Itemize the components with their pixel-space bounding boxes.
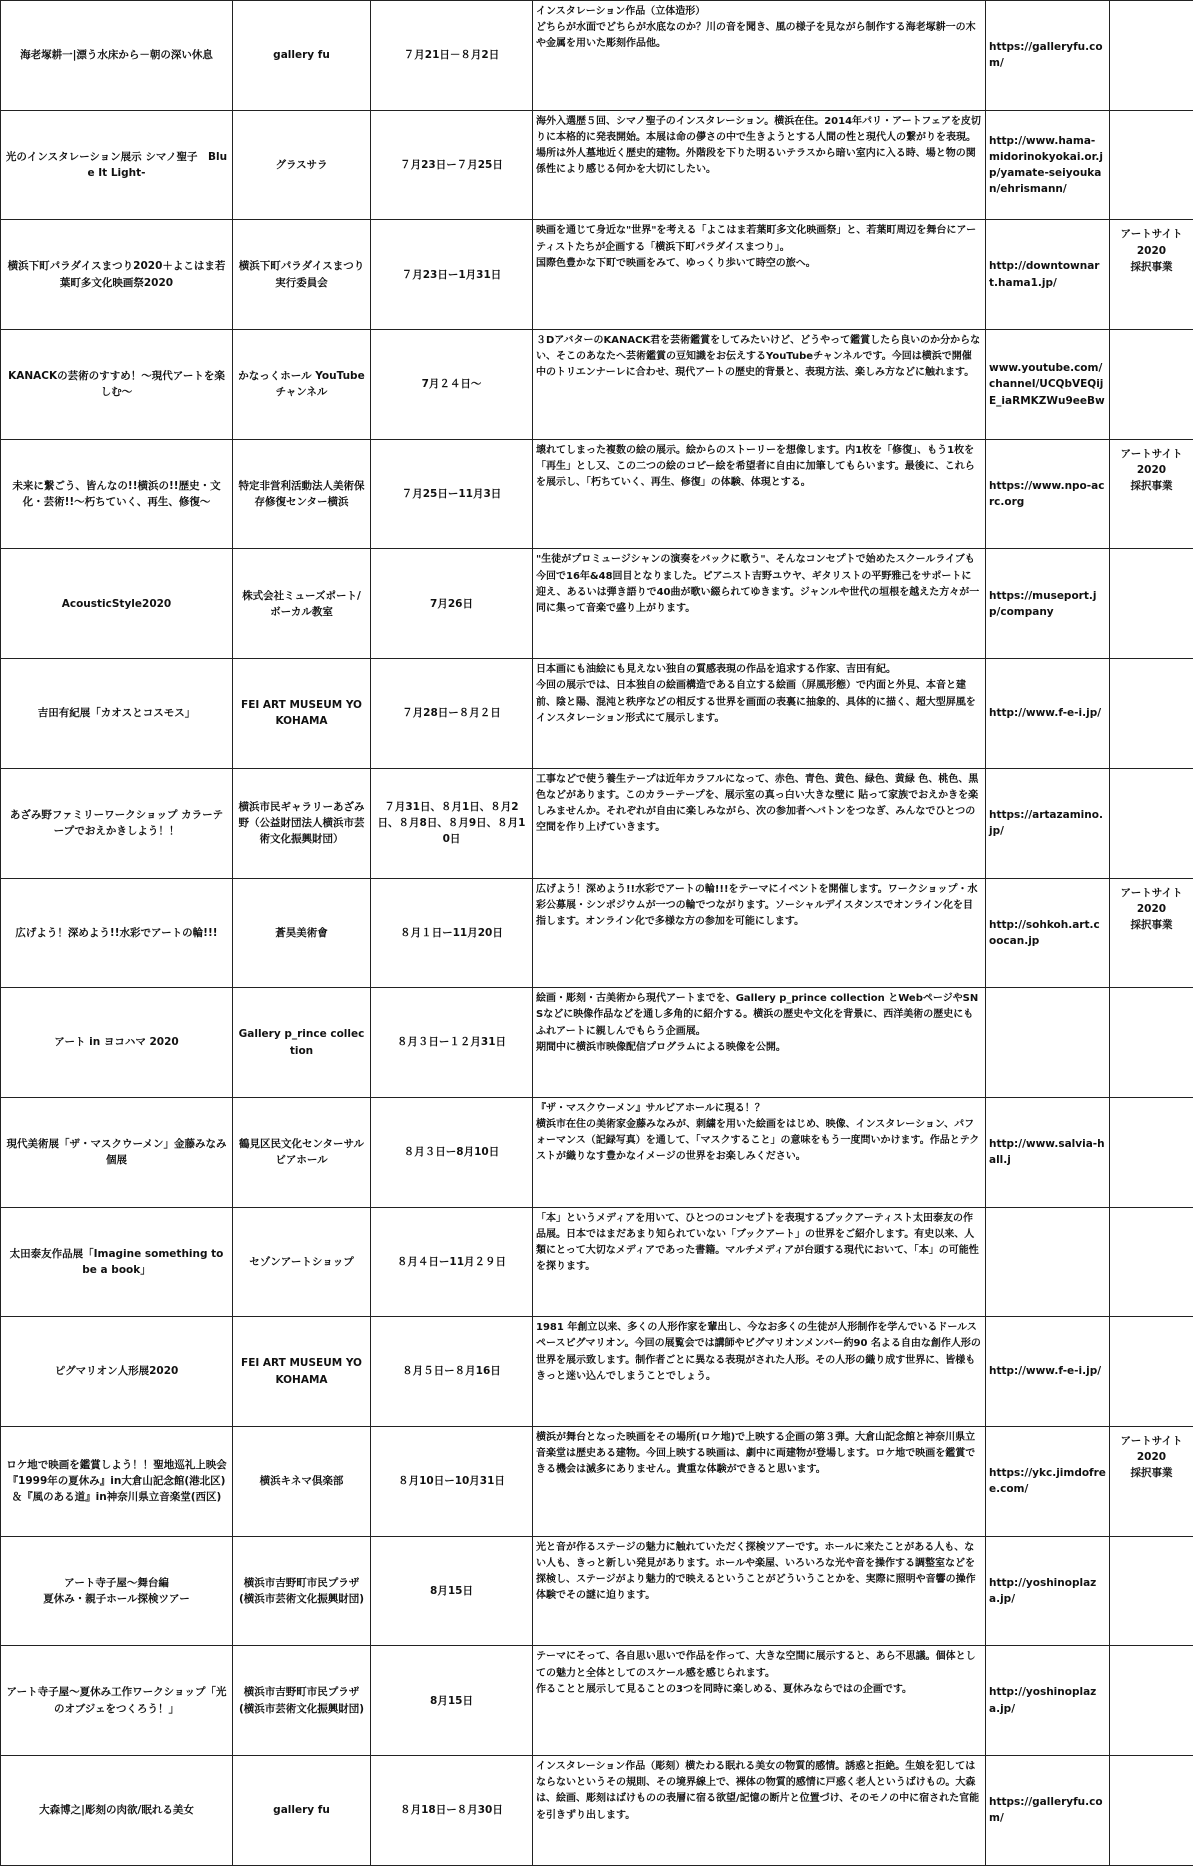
url-cell (986, 988, 1110, 1098)
date-cell: 8月15日 (371, 1536, 533, 1646)
description-cell: 横浜が舞台となった映画をその場所(ロケ地)で上映する企画の第３弾。大倉山記念館と神奈川県立音楽堂は歴史ある建物。今回上映する映画は、劇中に両建物が登場します。ロケ地で映画を鑑賞できる機会は滅多にありません。貴重な体験ができると思います。 (533, 1426, 986, 1536)
note-cell (1110, 549, 1193, 659)
note-cell: アートサイト 2020 採択事業 (1110, 878, 1193, 988)
url-cell (986, 1207, 1110, 1317)
url-cell: www.youtube.com/channel/UCQbVEQijE_iaRMKZWu9eeBw (986, 330, 1110, 440)
venue-cell: 特定非営利活動法人美術保存修復センター横浜 (233, 439, 371, 549)
description-cell: 映画を通じて身近な"世界"を考える「よこはま若葉町多文化映画祭」と、若葉町周辺を舞台にアーティストたちが企画する「横浜下町パラダイスまつり」。 国際色豊かな下町で映画をみて、ゆっくり歩いて時空の旅へ。 (533, 220, 986, 330)
venue-cell: 横浜市吉野町市民プラザ(横浜市芸術文化振興財団) (233, 1536, 371, 1646)
url-cell: https://artazamino.jp/ (986, 768, 1110, 878)
note-cell (1110, 768, 1193, 878)
note-cell: アートサイト 2020 採択事業 (1110, 439, 1193, 549)
url-cell: http://www.f-e-i.jp/ (986, 659, 1110, 769)
venue-cell: 蒼昊美術會 (233, 878, 371, 988)
table-row (1, 659, 1193, 769)
venue-cell: gallery fu (233, 1756, 371, 1866)
description-cell: テーマにそって、各自思い思いで作品を作って、大きな空間に展示すると、あら不思議。個体としての魅力と全体としてのスケール感を感じられます。 作ることと展示して見ることの3つを同時に楽しめる、夏休みならではの企画です。 (533, 1646, 986, 1756)
venue-cell: Gallery p_rince collection (233, 988, 371, 1098)
event-title-cell: 大森博之|彫刻の肉欲/眠れる美女 (1, 1756, 233, 1866)
description-cell: 日本画にも油絵にも見えない独自の質感表現の作品を追求する作家、吉田有紀。 今回の展示では、日本独自の絵画構造である自立する絵画（屏風形態）で内面と外見、本音と建前、陰と陽、混沌と秩序などの相反する世界を画面の表裏に抽象的、具体的に描く、超大型屏風をインスタレーション形式にて展示します。 (533, 659, 986, 769)
url-cell: http://sohkoh.art.coocan.jp (986, 878, 1110, 988)
date-cell: ８月10日ー10月31日 (371, 1426, 533, 1536)
description-cell: "生徒がプロミュージシャンの演奏をバックに歌う"、そんなコンセプトで始めたスクールライブも今回で16年&48回目となりました。ピアニスト吉野ユウヤ、ギタリストの平野雅己をサポートに迎え、あるいは弾き語りで40曲が歌い綴られてゆきます。ジャンルや世代の垣根を越えた方々が一同に集って音楽で盛り上がります。 (533, 549, 986, 659)
table-row (1, 1207, 1193, 1317)
url-cell: https://www.npo-acrc.org (986, 439, 1110, 549)
venue-cell: セゾンアートショップ (233, 1207, 371, 1317)
date-cell: 7月２４日～ (371, 330, 533, 440)
event-title-cell: アート寺子屋～舞台編 夏休み・親子ホール探検ツアー (1, 1536, 233, 1646)
description-cell: 『ザ・マスクウーメン』サルビアホールに現る！？ 横浜市在住の美術家金藤みなみが、刺繍を用いた絵画をはじめ、映像、インスタレーション、パフォーマンス（記録写真）を通して、「マスクすること」の意味をもう一度問いかけます。作品とテクストが織りなす豊かなイメージの世界をお楽しみください。 (533, 1097, 986, 1207)
date-cell: ７月23日ー1月31日 (371, 220, 533, 330)
note-cell (1110, 659, 1193, 769)
event-title-cell: 吉田有紀展「カオスとコスモス」 (1, 659, 233, 769)
event-title-cell: あざみ野ファミリーワークショップ カラーテープでおえかきしよう！！ (1, 768, 233, 878)
table-row (1, 988, 1193, 1098)
description-cell: 海外入選歴５回、シマノ聖子のインスタレーション。横浜在住。2014年パリ・アートフェアを皮切りに本格的に発表開始。本展は命の儚さの中で生きようとする人間の性と現代人の繋がりを表現。場所は外人墓地近く歴史的建物。外階段を下りた明るいテラスから暗い室内に入る時、場と物の関係性により感じる何かを大切にしたい。 (533, 110, 986, 220)
date-cell: ８月４日ー11月２９日 (371, 1207, 533, 1317)
venue-cell: FEI ART MUSEUM YOKOHAMA (233, 1317, 371, 1427)
date-cell: ８月５日ー８月16日 (371, 1317, 533, 1427)
description-cell: インスタレーション作品（立体造形） どちらが水面でどちらが水底なのか？川の音を聞き、風の様子を見ながら制作する海老塚耕一の木や金属を用いた彫刻作品他。 (533, 1, 986, 111)
note-cell (1110, 1536, 1193, 1646)
event-title-cell: 横浜下町パラダイスまつり2020＋よこはま若葉町多文化映画祭2020 (1, 220, 233, 330)
table-row (1, 1536, 1193, 1646)
venue-cell: 鶴見区民文化センターサルビアホール (233, 1097, 371, 1207)
table-row (1, 1646, 1193, 1756)
event-title-cell: ロケ地で映画を鑑賞しよう！！聖地巡礼上映会『1999年の夏休み』in大倉山記念館(港北区)＆『風のある道』in神奈川県立音楽堂(西区) (1, 1426, 233, 1536)
description-cell: 絵画・彫刻・古美術から現代アートまでを、Gallery p_prince collection とWebページやSNSなどに映像作品などを通し多角的に紹介する。横浜の歴史や文化を背景に、西洋美術の歴史にもふれアートに親しんでもらう企画展。 期間中に横浜市映像配信プログラムによる映像を公開。 (533, 988, 986, 1098)
table-row (1, 1, 1193, 111)
event-title-cell: KANACKの芸術のすすめ！～現代アートを楽しむ～ (1, 330, 233, 440)
url-cell: http://yoshinoplaza.jp/ (986, 1536, 1110, 1646)
description-cell: ３DアバターのKANACK君を芸術鑑賞をしてみたいけど、どうやって鑑賞したら良いのか分からない、そこのあなたへ芸術鑑賞の豆知識をお伝えするYouTubeチャンネルです。今回は横浜で開催中のトリエンナーレに合わせ、現代アートの歴史的背景と、表現方法、楽しみ方などに触れます。 (533, 330, 986, 440)
table-row (1, 330, 1193, 440)
description-cell: 「本」というメディアを用いて、ひとつのコンセプトを表現するブックアーティスト太田泰友の作品展。日本ではまだあまり知られていない「ブックアート」の世界をご紹介します。有史以来、人類にとって大切なメディアであった書籍。マルチメディアが台頭する現代において、「本」の可能性を探ります。 (533, 1207, 986, 1317)
event-title-cell: 広げよう！深めよう!!水彩でアートの輪!!! (1, 878, 233, 988)
venue-cell: 横浜市吉野町市民プラザ(横浜市芸術文化振興財団) (233, 1646, 371, 1756)
event-title-cell: 海老塚耕一|漂う水床から－朝の深い休息 (1, 1, 233, 111)
table-row (1, 1097, 1193, 1207)
note-cell (1110, 110, 1193, 220)
note-cell (1110, 1, 1193, 111)
date-cell: ８月１日ー11月20日 (371, 878, 533, 988)
url-cell: https://galleryfu.com/ (986, 1756, 1110, 1866)
url-cell: http://downtownart.hama1.jp/ (986, 220, 1110, 330)
event-title-cell: 現代美術展「ザ・マスクウーメン」金藤みなみ個展 (1, 1097, 233, 1207)
note-cell (1110, 1097, 1193, 1207)
table-row (1, 110, 1193, 220)
event-title-cell: 太田泰友作品展「Imagine something to be a book」 (1, 1207, 233, 1317)
note-cell (1110, 1756, 1193, 1866)
table-row (1, 1756, 1193, 1866)
note-cell: アートサイト 2020 採択事業 (1110, 1426, 1193, 1536)
url-cell: http://www.salvia-hall.j (986, 1097, 1110, 1207)
event-title-cell: ピグマリオン人形展2020 (1, 1317, 233, 1427)
event-title-cell: アート in ヨコハマ 2020 (1, 988, 233, 1098)
description-cell: 工事などで使う養生テープは近年カラフルになって、赤色、青色、黄色、緑色、黄緑 色、桃色、黒色などがあります。このカラーテープを、展示室の真っ白い大きな壁に 貼って家族でおえかきを楽しみませんか。それぞれが自由に楽しみながら、次の参加者へバトンをつなぎ、みんなでひとつの空間を作り上げていきます。 (533, 768, 986, 878)
note-cell (1110, 1646, 1193, 1756)
note-cell (1110, 1317, 1193, 1427)
table-row (1, 1426, 1193, 1536)
venue-cell: 横浜市民ギャラリーあざみ野（公益財団法人横浜市芸術文化振興財団） (233, 768, 371, 878)
description-cell: 壊れてしまった複数の絵の展示。絵からのストーリーを想像します。内1枚を「修復」、もう1枚を「再生」とし又、この二つの絵のコピー絵を希望者に自由に加筆してもらいます。最後に、これらを展示し、「朽ちていく、再生、修復」の体験、体現とする。 (533, 439, 986, 549)
date-cell: ８月３日ー8月10日 (371, 1097, 533, 1207)
event-title-cell: AcousticStyle2020 (1, 549, 233, 659)
venue-cell: gallery fu (233, 1, 371, 111)
table-row (1, 768, 1193, 878)
event-title-cell: 未来に繋ごう、皆んなの!!横浜の!!歴史・文化・芸術!!～朽ちていく、再生、修復～ (1, 439, 233, 549)
url-cell: http://www.hama-midorinokyokai.or.jp/yamate-seiyoukan/ehrismann/ (986, 110, 1110, 220)
date-cell: 7月26日 (371, 549, 533, 659)
url-cell: http://www.f-e-i.jp/ (986, 1317, 1110, 1427)
date-cell: ８月18日ー８月30日 (371, 1756, 533, 1866)
url-cell: https://ykc.jimdofree.com/ (986, 1426, 1110, 1536)
description-cell: 1981 年創立以来、多くの人形作家を輩出し、今なお多くの生徒が人形制作を学んでいるドールスペースピグマリオン。今回の展覧会では講師やピグマリオンメンバー約90 名よる自由な創作人形の世界を展示致します。制作者ごとに異なる表現がされた人形。その人形の織り成す世界に、皆様もきっと迷い込んでしまうことでしょう。 (533, 1317, 986, 1427)
table-row (1, 878, 1193, 988)
description-cell: 光と音が作るステージの魅力に触れていただく探検ツアーです。ホールに来たことがある人も、ない人も、きっと新しい発見があります。ホールや楽屋、いろいろな光や音を操作する調整室などを探検し、ステージがより魅力的で映えるということがどういうことかを、実際に照明や音響の操作体験でその謎に迫ります。 (533, 1536, 986, 1646)
table-row (1, 1317, 1193, 1427)
date-cell: 8月15日 (371, 1646, 533, 1756)
table-row (1, 549, 1193, 659)
date-cell: ７月31日、８月1日、８月2日、８月8日、８月9日、８月10日 (371, 768, 533, 878)
table-row (1, 439, 1193, 549)
date-cell: ７月21日－８月2日 (371, 1, 533, 111)
venue-cell: 横浜キネマ倶楽部 (233, 1426, 371, 1536)
date-cell: ７月23日ー７月25日 (371, 110, 533, 220)
note-cell: アートサイト 2020 採択事業 (1110, 220, 1193, 330)
venue-cell: グラスサラ (233, 110, 371, 220)
url-cell: https://museport.jp/company (986, 549, 1110, 659)
events-table-body (1, 1, 1193, 1866)
date-cell: ７月28日ー８月２日 (371, 659, 533, 769)
date-cell: ７月25日ー11月3日 (371, 439, 533, 549)
table-row (1, 220, 1193, 330)
venue-cell: FEI ART MUSEUM YOKOHAMA (233, 659, 371, 769)
note-cell (1110, 330, 1193, 440)
date-cell: ８月３日ー１２月31日 (371, 988, 533, 1098)
venue-cell: 横浜下町パラダイスまつり実行委員会 (233, 220, 371, 330)
note-cell (1110, 988, 1193, 1098)
event-title-cell: アート寺子屋～夏休み工作ワークショップ「光のオブジェをつくろう！」 (1, 1646, 233, 1756)
description-cell: 広げよう！深めよう!!水彩でアートの輪!!!をテーマにイベントを開催します。ワークショップ・水彩公募展・シンポジウムが一つの輪でつながります。ソーシャルデイスタンスでオンライン化を目指します。オンライン化で多様な方の参加を可能にします。 (533, 878, 986, 988)
url-cell: https://galleryfu.com/ (986, 1, 1110, 111)
venue-cell: 株式会社ミューズポート/ボーカル教室 (233, 549, 371, 659)
url-cell: http://yoshinoplaza.jp/ (986, 1646, 1110, 1756)
description-cell: インスタレーション作品（彫刻）横たわる眠れる美女の物質的感情。誘惑と拒絶。生娘を犯してはならないというその規則、その境界線上で、裸体の物質的感情に戸惑く老人というばけもの。大森は、絵画、彫刻はばけものの表層に宿る欲望/記憶の断片と位置づけ、そのモノの中に宿された官能を引きずり出します。 (533, 1756, 986, 1866)
note-cell (1110, 1207, 1193, 1317)
venue-cell: かなっくホール YouTube チャンネル (233, 330, 371, 440)
event-title-cell: 光のインスタレーション展示 シマノ聖子 Blue It Light- (1, 110, 233, 220)
